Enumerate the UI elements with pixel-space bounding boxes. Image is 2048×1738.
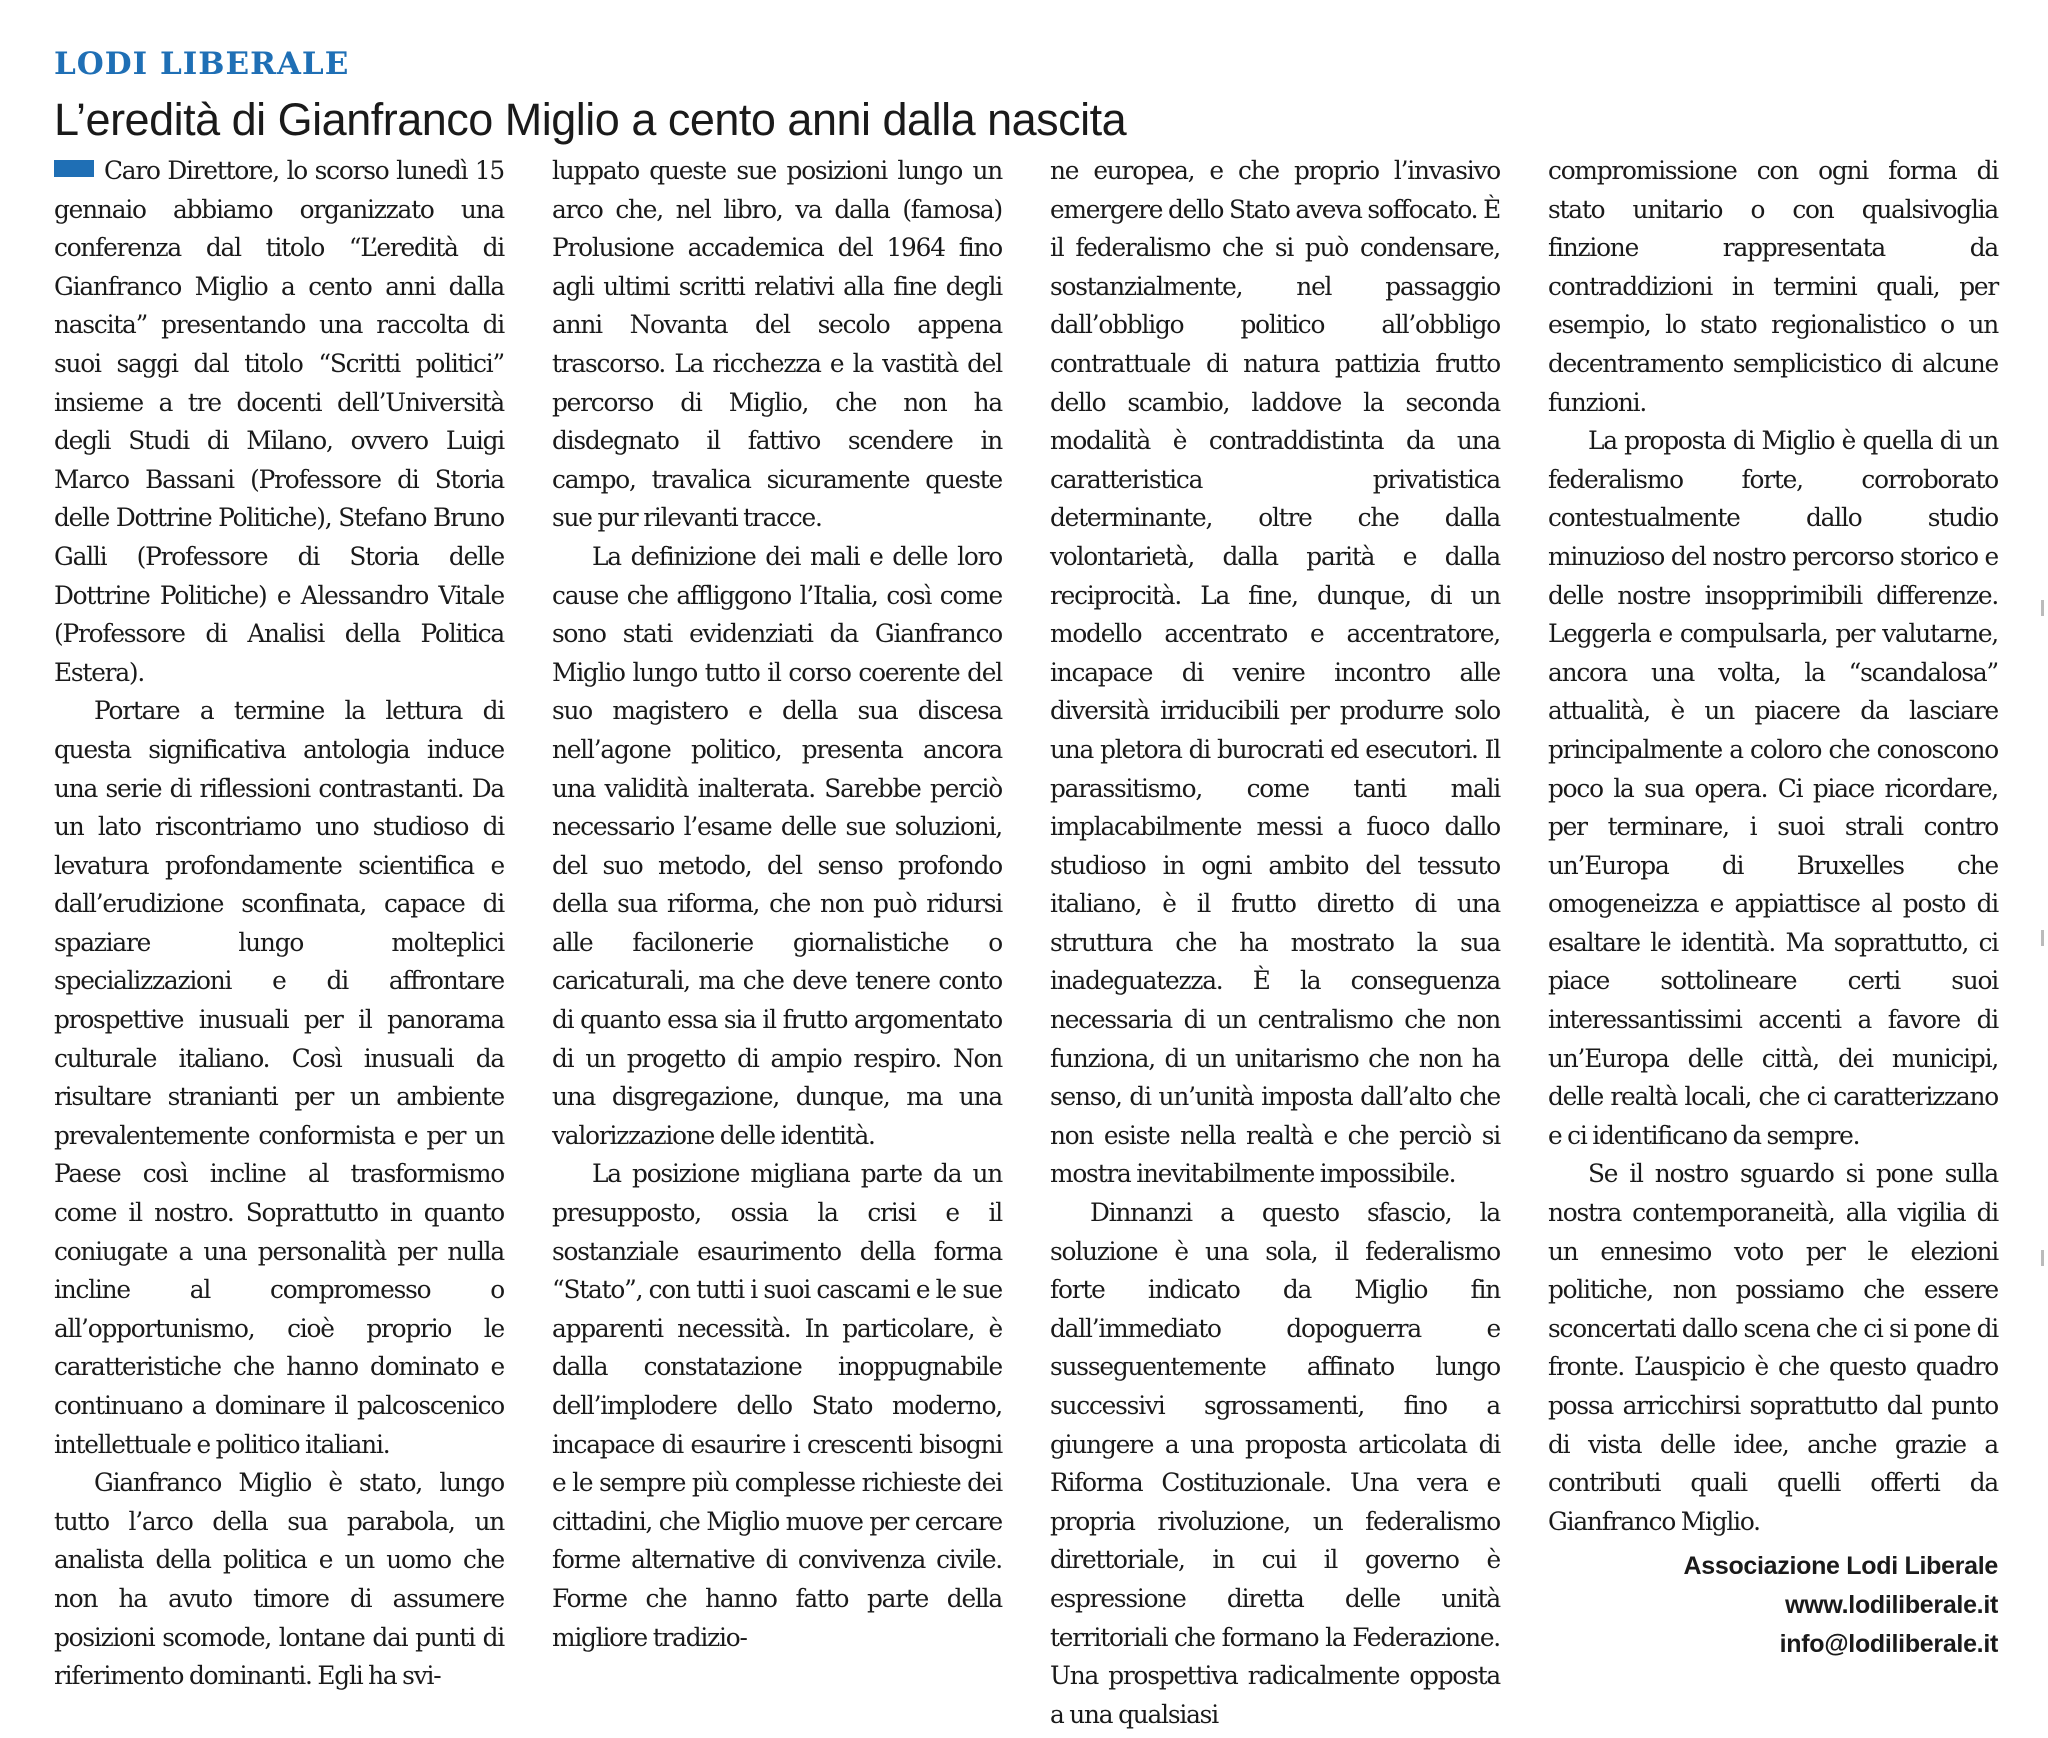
- article-paragraph: La definizione dei mali e delle loro cause che affliggono l’Italia, così come sono stati evidenziati da Gianfranco Miglio lungo tutto il corso coerente del suo magistero e della sua discesa nell’agone politico, presenta ancora una validità inalterata. Sarebbe perciò necessario l’esame delle sue soluzioni, del suo metodo, del senso profondo della sua riforma, che non può ridursi alle facilonerie giornalistiche o caricaturali, ma che deve tenere conto di quanto essa sia il frutto argomentato di un progetto di ampio respiro. Non una disgregazione, dunque, ma una valorizzazione delle identità.: [552, 541, 1002, 1150]
- article-paragraph: luppato queste sue posizioni lungo un arco che, nel libro, va dalla (famosa) Prolusione accademica del 1964 fino agli ultimi scritti relativi alla fine degli anni Novanta del secolo appena trascorso. La ricchezza e la vastità del percorso di Miglio, che non ha disdegnato il fattivo scendere in campo, travalica sicuramente queste sue pur rilevanti tracce.: [552, 156, 1002, 533]
- article-paragraph: Dinnanzi a questo sfascio, la soluzione è una sola, il federalismo forte indicato da Miglio fin dall’immediato dopoguerra e susseguentemente affinato lungo successivi sgrossamenti, fino a giungere a una proposta articolata di Riforma Costituzionale. Una vera e propria rivoluzione, un federalismo direttoriale, in cui il governo è espressione diretta delle unità territoriali che formano la Federazione. Una prospettiva radicalmente opposta a una qualsiasi: [1050, 1198, 1500, 1729]
- signature-email: info@lodiliberale.it: [1779, 1629, 1998, 1658]
- article-paragraph: Gianfranco Miglio è stato, lungo tutto l’arco della sua parabola, un analista della politica e un uomo che non ha avuto timore di assumere posizioni scomode, lontane dai punti di riferimento dominanti. Egli ha svi-: [54, 1468, 504, 1691]
- article-paragraph: Portare a termine la lettura di questa significativa antologia induce una serie di riflessioni contrastanti. Da un lato riscontriamo uno studioso di levatura profondamente scientifica e dall’erudizione sconfinata, capace di spaziare lungo molteplici specializzazioni e di affrontare prospettive inusuali per il panorama culturale italiano. Così inusuali da risultare stranianti per un ambiente prevalentemente conformista e per un Paese così incline al trasformismo come il nostro. Soprattutto in quanto coniugate a una personalità per nulla incline al compromesso o all’opportunismo, cioè proprio le caratteristiche che hanno dominato e continuano a dominare il palcoscenico intellettuale e politico italiani.: [54, 696, 504, 1459]
- section-marker-icon: [54, 160, 94, 177]
- article-column-3: [1050, 152, 1500, 1729]
- page-edge-mark: [2041, 600, 2044, 616]
- article-paragraph: La posizione migliana parte da un presupposto, ossia la crisi e il sostanziale esaurimento della forma “Stato”, con tutti i suoi cascami e le sue apparenti necessità. In particolare, è dalla constatazione inoppugnabile dell’implodere dello Stato moderno, incapace di esaurire i crescenti bisogni e le sempre più complesse richieste dei cittadini, che Miglio muove per cercare forme alternative di convivenza civile. Forme che hanno fatto parte della migliore tradizio-: [552, 1159, 1002, 1652]
- article-column-2: [552, 152, 1002, 1692]
- page-edge-mark: [2041, 930, 2044, 946]
- article-column-4: [1548, 152, 1998, 1692]
- signature-website: www.lodiliberale.it: [1785, 1590, 1998, 1619]
- page-edge-mark: [2041, 1250, 2044, 1266]
- article-paragraph: compromissione con ogni forma di stato unitario o con qualsivoglia finzione rappresentata da contraddizioni in termini quali, per esempio, lo stato regionalistico o un decentramento semplicistico di alcune funzioni.: [1548, 156, 1998, 417]
- article-signature: [1548, 1547, 1998, 1663]
- paragraph-text: Caro Direttore, lo scorso lunedì 15 gennaio abbiamo organizzato una conferenza dal titolo “L’eredità di Gianfranco Miglio a cento anni dalla nascita” presentando una raccolta di suoi saggi dal titolo “Scritti politici” insieme a tre docenti dell’Università degli Studi di Milano, ovvero Luigi Marco Bassani (Professore di Storia delle Dottrine Politiche), Stefano Bruno Galli (Professore di Storia delle Dottrine Politiche) e Alessandro Vitale (Professore di Analisi della Politica Estera).: [54, 156, 504, 687]
- article-paragraph: [54, 152, 504, 692]
- article-paragraph: ne europea, e che proprio l’invasivo emergere dello Stato aveva soffocato. È il federalismo che si può condensare, sostanzialmente, nel passaggio dall’obbligo politico all’obbligo contrattuale di natura pattizia frutto dello scambio, laddove la seconda modalità è contraddistinta da una caratteristica privatistica determinante, oltre che dalla volontarietà, dalla parità e dalla reciprocità. La fine, dunque, di un modello accentrato e accentratore, incapace di venire incontro alle diversità irriducibili per produrre solo una pletora di burocrati ed esecutori. Il parassitismo, come tanti mali implacabilmente messi a fuoco dallo studioso in ogni ambito del tessuto italiano, è il frutto diretto di una struttura che ha mostrato la sua inadeguatezza. È la conseguenza necessaria di un centralismo che non funziona, di un unitarismo che non ha senso, di un’unità imposta dall’alto che non esiste nella realtà e che perciò si mostra inevitabilmente impossibile.: [1050, 156, 1500, 1189]
- section-kicker: LODI LIBERALE: [54, 46, 350, 82]
- article-headline: L’eredità di Gianfranco Miglio a cento anni dalla nascita: [54, 94, 1127, 145]
- signature-name: Associazione Lodi Liberale: [1683, 1552, 1998, 1581]
- article-column-1: [54, 152, 504, 1692]
- article-paragraph: La proposta di Miglio è quella di un federalismo forte, corroborato contestualmente dallo studio minuzioso del nostro percorso storico e delle nostre insopprimibili differenze. Leggerla e compulsarla, per valutarne, ancora una volta, la “scandalosa” attualità, è un piacere da lasciare principalmente a coloro che conoscono poco la sua opera. Ci piace ricordare, per terminare, i suoi strali contro un’Europa di Bruxelles che omogeneizza e appiattisce al posto di esaltare le identità. Ma soprattutto, ci piace sottolineare certi suoi interessantissimi accenti a favore di un’Europa delle città, dei municipi, delle realtà locali, che ci caratterizzano e ci identificano da sempre.: [1548, 426, 1998, 1150]
- article-paragraph: Se il nostro sguardo si pone sulla nostra contemporaneità, alla vigilia di un ennesimo voto per le elezioni politiche, non possiamo che essere sconcertati dallo scena che ci si pone di fronte. L’auspicio è che questo quadro possa arricchirsi soprattutto dal punto di vista delle idee, anche grazie a contributi quali quelli offerti da Gianfranco Miglio.: [1548, 1159, 1998, 1536]
